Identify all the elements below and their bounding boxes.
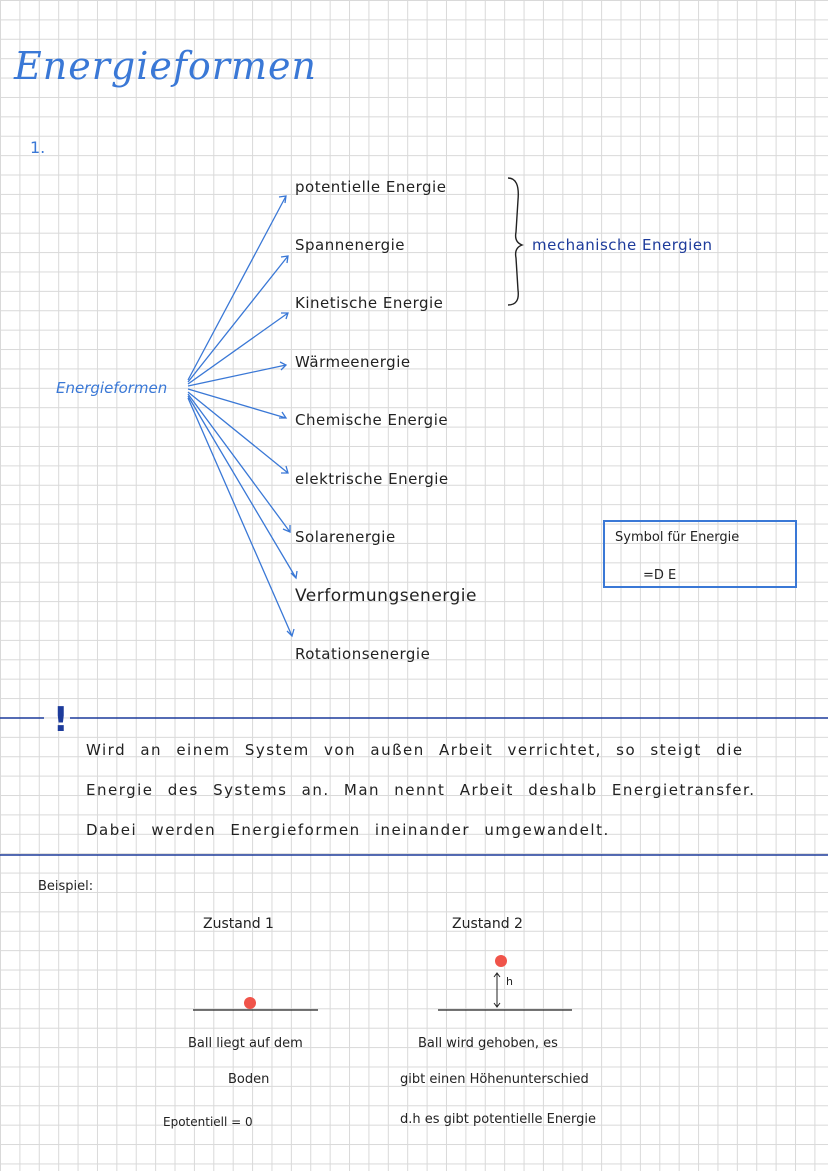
section-number: 1.: [30, 138, 46, 157]
symbol-box-line2: =D E: [643, 568, 677, 583]
form-chemische: Chemische Energie: [295, 411, 449, 429]
state1-desc1: Ball liegt auf dem: [188, 1036, 303, 1051]
form-verformung: Verformungsenergie: [295, 586, 477, 606]
form-solar: Solarenergie: [295, 528, 396, 546]
form-waerme: Wärmeenergie: [295, 353, 411, 371]
form-potentielle: potentielle Energie: [295, 178, 447, 196]
form-rotation: Rotationsenergie: [295, 645, 431, 663]
state1-formula: Epotentiell = 0: [163, 1115, 253, 1129]
center-label: Energieformen: [56, 379, 168, 397]
note-line3: Dabei werden Energieformen ineinander umgewandelt.: [86, 821, 610, 839]
state2-title: Zustand 2: [452, 916, 523, 932]
symbol-box-line1: Symbol für Energie: [615, 530, 740, 545]
bracket-label: mechanische Energien: [532, 236, 713, 254]
arrow-verformung: [188, 396, 297, 578]
exclamation-icon: !: [53, 700, 69, 740]
divider-lines: [0, 690, 828, 870]
state2-desc2: gibt einen Höhenunterschied: [400, 1072, 589, 1087]
state1-desc2: Boden: [228, 1072, 270, 1087]
arrow-spannenergie: [188, 256, 288, 382]
state1-title: Zustand 1: [203, 916, 274, 932]
state2-desc1: Ball wird gehoben, es: [418, 1036, 558, 1051]
arrow-potentielle: [188, 196, 286, 380]
arrow-rotation: [188, 398, 294, 636]
example-label: Beispiel:: [38, 879, 94, 894]
ball-state2: [495, 955, 507, 967]
arrow-kinetische: [188, 313, 288, 384]
curly-bracket: [508, 178, 522, 305]
ball-state1: [244, 997, 256, 1009]
example-drawing: [0, 940, 828, 1020]
form-elektrische: elektrische Energie: [295, 470, 449, 488]
state2-desc3: d.h es gibt potentielle Energie: [400, 1112, 597, 1127]
form-spannenergie: Spannenergie: [295, 236, 406, 254]
note-line1: Wird an einem System von außen Arbeit verrichtet, so steigt die: [86, 741, 744, 759]
note-line2: Energie des Systems an. Man nennt Arbeit deshalb Energietransfer.: [86, 781, 756, 799]
page-title: Energieformen: [14, 44, 317, 88]
height-label: h: [506, 975, 513, 988]
form-kinetische: Kinetische Energie: [295, 294, 444, 312]
